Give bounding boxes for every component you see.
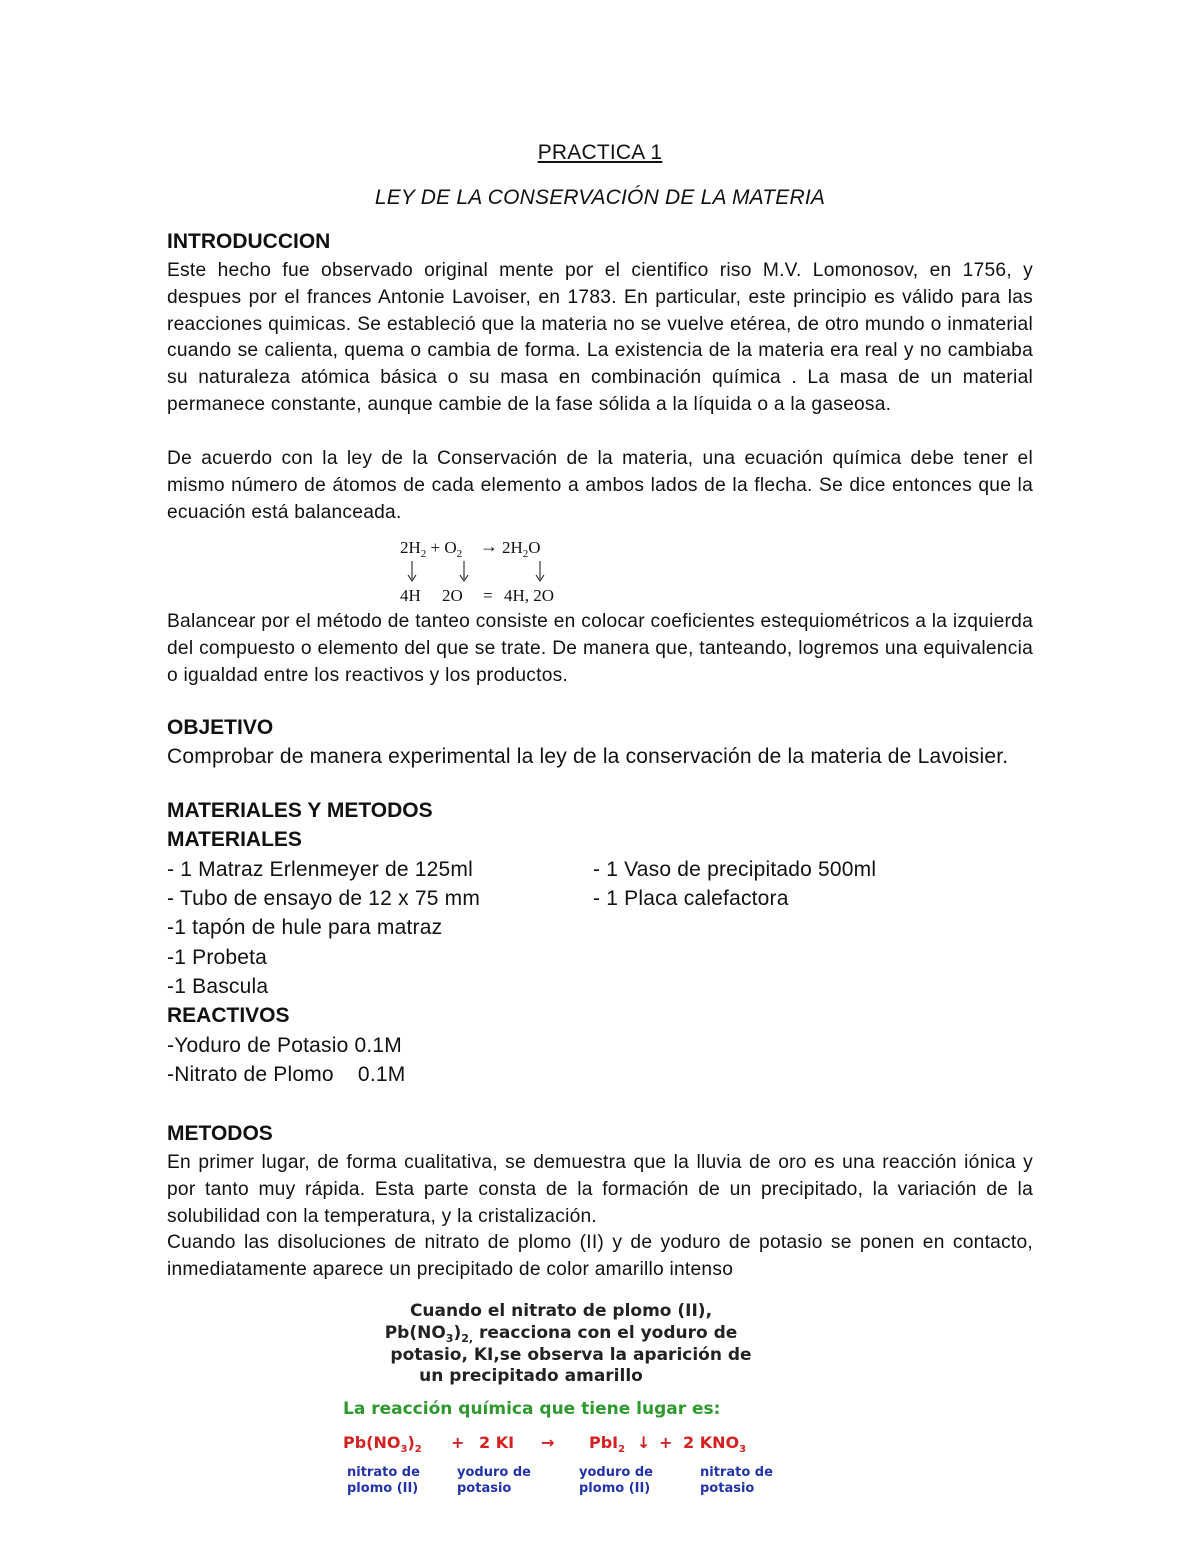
methods-paragraph-2: Cuando las disoluciones de nitrato de plomo (II) y de yoduro de potasio se ponen en contacto, inmediatamente aparece un precipitado de color amarillo intenso xyxy=(167,1232,1033,1280)
objective-heading: OBJETIVO xyxy=(167,716,274,739)
reaction-line-2: $Pb(NO_3)_{2,}$ reacciona con el yoduro de xyxy=(384,1323,738,1345)
label-potassium-nitrate-2: potasio xyxy=(700,1481,755,1496)
material-item: -1 tapón de hule para matraz xyxy=(167,916,443,939)
eq-precipitate-arrow: ↓ xyxy=(637,1433,651,1452)
eq-potassium-nitrate: 2 $KNO_3$ xyxy=(683,1433,747,1455)
label-lead-nitrate-1: nitrato de xyxy=(347,1465,420,1480)
material-item: -1 Bascula xyxy=(167,975,269,998)
eq-top-reactants: $2H_2 + O_2$ xyxy=(400,538,463,560)
reaction-green-line: La reacción química que tiene lugar es: xyxy=(343,1399,721,1419)
methods-paragraph-1: En primer lugar, de forma cualitativa, se demuestra que la lluvia de oro es una reacción iónica y por tanto muy rápida. Esta parte consta de la formación de un precipitado, la variación de la solubilidad con la temperatura, y la cristalización. xyxy=(167,1152,1033,1227)
intro-paragraph-1: Este hecho fue observado original mente por el cientifico riso M.V. Lomonosov, en 1756, y despues por el frances Antonie Lavoiser, en 1783. En particular, este principio es válido para las reacciones quimicas. Se estableció que la materia no se vuelve etérea, de otro mundo o inmaterial cuando se calienta, quema o cambia de forma. La existencia de la materia era real y no cambiaba su naturaleza atómica básica o su masa en combinación química . La masa de un material permanece constante, aunque cambie de la fase sólida a la líquida o a la gaseosa. xyxy=(167,260,1033,415)
objective-text: Comprobar de manera experimental la ley de la conservación de la materia de Lavoisier. xyxy=(167,745,1009,768)
reaction-figure xyxy=(333,1296,803,1501)
label-lead-iodide-1: yoduro de xyxy=(579,1465,653,1480)
reaction-description xyxy=(385,1301,752,1386)
material-item: - 1 Placa calefactora xyxy=(593,887,789,910)
eq-plus-2: + xyxy=(659,1433,673,1452)
methods-heading: METODOS xyxy=(167,1122,273,1145)
eq-down-arrows xyxy=(408,561,544,581)
intro-paragraph-2: De acuerdo con la ley de la Conservación de la materia, una ecuación química debe tener el mismo número de átomos de cada elemento a ambos lados de la flecha. Se dice entonces que la ecuación está balanceada. xyxy=(167,448,1033,523)
reaction-equation xyxy=(343,1433,746,1455)
reaction-labels xyxy=(347,1465,773,1496)
material-item: - Tubo de ensayo de 12 x 75 mm xyxy=(167,887,481,910)
material-item: - 1 Matraz Erlenmeyer de 125ml xyxy=(167,858,473,881)
page-title: PRACTICA 1 xyxy=(537,141,663,164)
eq-bottom-1: 4H xyxy=(400,586,421,605)
intro-heading: INTRODUCCION xyxy=(167,230,331,253)
eq-arrow: → xyxy=(480,536,498,556)
label-potassium-iodide-2: potasio xyxy=(457,1481,512,1496)
reaction-line-4: un precipitado amarillo xyxy=(419,1366,643,1386)
reagents-heading: REACTIVOS xyxy=(167,1004,290,1027)
label-potassium-nitrate-1: nitrato de xyxy=(700,1465,773,1480)
eq-bottom-2: 2O xyxy=(442,586,463,605)
reaction-line-3: potasio, KI,se observa la aparición de xyxy=(390,1345,752,1365)
eq-reaction-arrow: → xyxy=(541,1433,555,1452)
label-lead-iodide-2: plomo (II) xyxy=(579,1481,651,1496)
eq-lead-iodide: PbI$_2$ xyxy=(589,1433,626,1455)
eq-lead-nitrate: $Pb(NO_3)_2$ xyxy=(343,1433,422,1455)
label-potassium-iodide-1: yoduro de xyxy=(457,1465,531,1480)
intro-paragraph-3: Balancear por el método de tanteo consiste en colocar coeficientes estequiométricos a la izquierda del compuesto o elemento del que se trate. De manera que, tanteando, logremos una equivalencia o igualdad entre los reactivos y los productos. xyxy=(167,611,1033,686)
eq-plus-1: + xyxy=(451,1433,465,1452)
material-item: -1 Probeta xyxy=(167,946,268,969)
eq-bottom-equals: = xyxy=(483,586,493,605)
page-subtitle: LEY DE LA CONSERVACIÓN DE LA MATERIA xyxy=(374,186,826,209)
reagent-item: -Nitrato de Plomo 0.1M xyxy=(167,1063,406,1086)
eq-top-product: $2H_2O$ xyxy=(502,538,541,560)
eq-ki: 2 KI xyxy=(479,1433,515,1452)
reagent-item: -Yoduro de Potasio 0.1M xyxy=(167,1034,402,1057)
eq-bottom-3: 4H, 2O xyxy=(504,586,555,605)
label-lead-nitrate-2: plomo (II) xyxy=(347,1481,419,1496)
balanced-equation-figure xyxy=(398,533,598,608)
materials-heading: MATERIALES xyxy=(167,828,302,851)
materials-methods-heading: MATERIALES Y METODOS xyxy=(167,799,433,822)
reaction-line-1: Cuando el nitrato de plomo (II), xyxy=(409,1301,713,1321)
material-item: - 1 Vaso de precipitado 500ml xyxy=(593,858,877,881)
